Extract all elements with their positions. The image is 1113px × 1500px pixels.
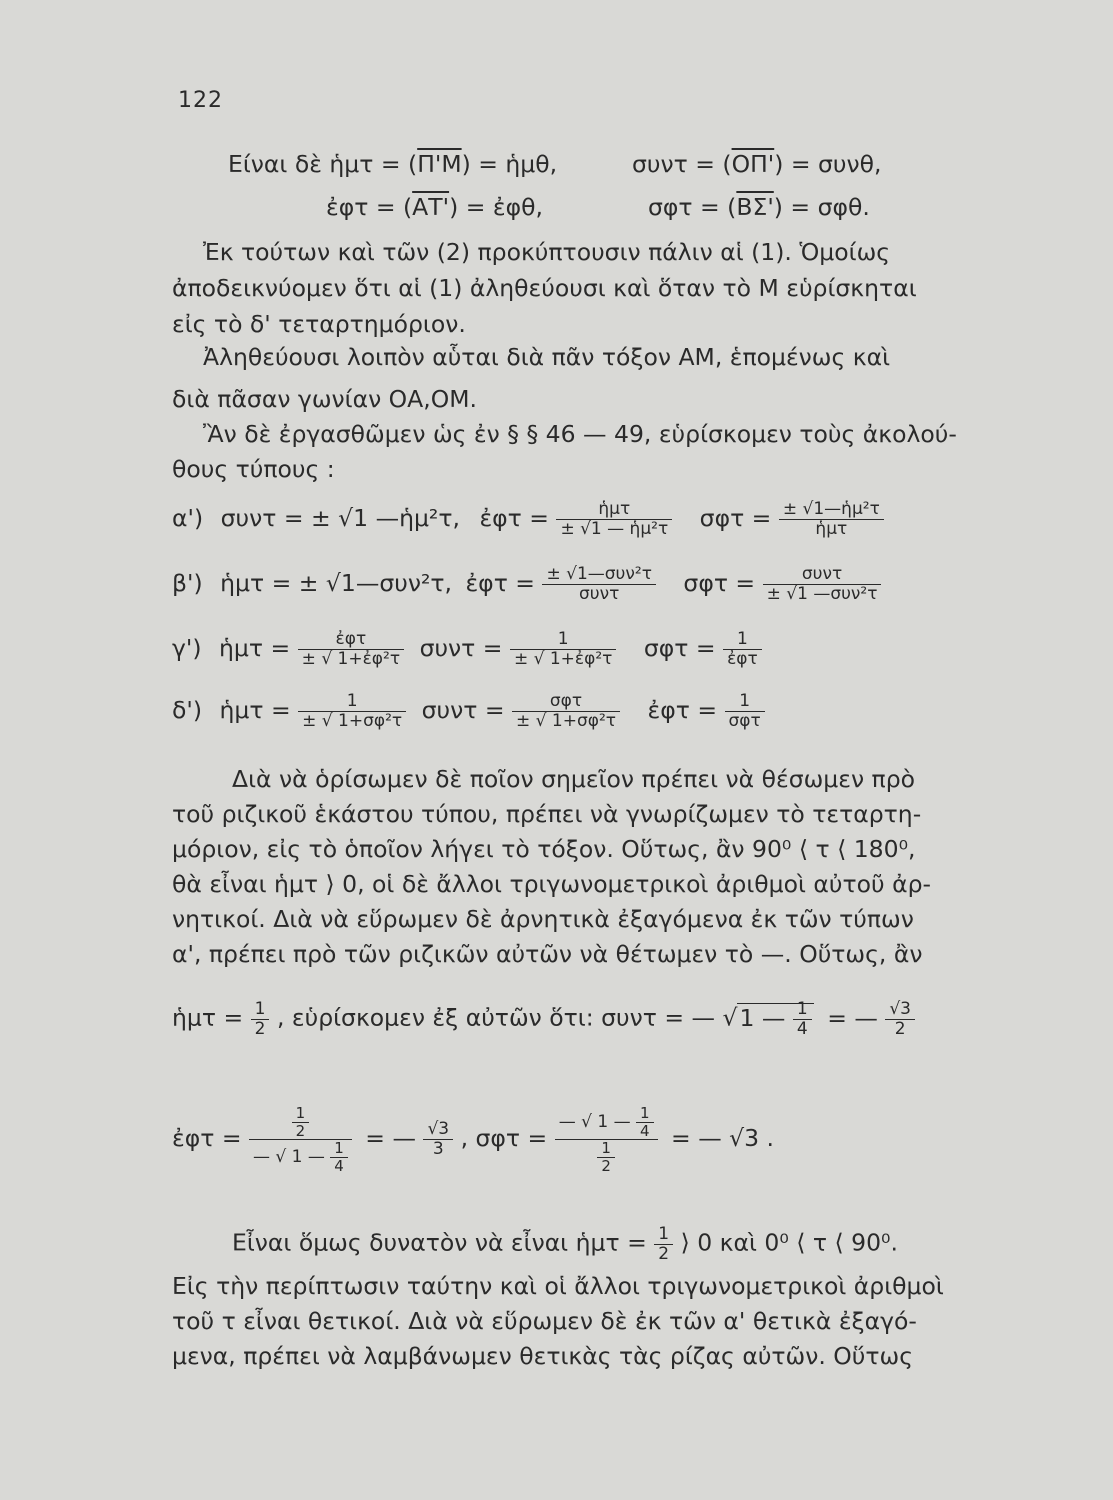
formula-beta: β') ἡμτ = ± √1—συν²τ, ἐφτ = $\frac{\text{± √1—συν²τ}}{\text{συντ}}$ σφτ = $\frac{\text{συντ}}{\text{± √1 —συν²τ}}$ [172,565,881,603]
paragraph-4-line-5: νητικοί. Διὰ νὰ εὕρωμεν δὲ ἀρνητικὰ ἐξαγόμενα ἐκ τῶν τύπων [172,905,914,933]
paragraph-3-line-2: θους τύπους : [172,455,335,483]
paragraph-4-line-2: τοῦ ριζικοῦ ἑκάστου τύπου, πρέπει νὰ γνωρίζωμεν τὸ τεταρτη- [172,800,922,828]
formula-delta: δ') ἡμτ = $\frac{1}{\text{± √ 1+σφ²τ}}$ συντ = $\frac{\text{σφτ}}{\text{± √ 1+σφ²τ}}$ ἐφτ = $\frac{1}{\text{σφτ}}$ [172,692,765,730]
paragraph-1-line-2: ἀποδεικνύομεν ὅτι αἱ (1) ἀληθεύουσι καὶ ὅταν τὸ Μ εὑρίσκηται [172,274,917,302]
paragraph-3-line-1: Ἂν δὲ ἐργασθῶμεν ὡς ἐν § § 46 — 49, εὑρίσκομεν τοὺς ἀκολού- [203,420,957,448]
formula-alpha: α') συντ = ± √1 —ἡμ²τ, ἐφτ = $\frac{\text{ἡμτ}}{\text{± √1 — ἡμ²τ}}$ σφτ = $\frac{\text{± √1—ἡμ²τ}}{\text{ἡμτ}}$ [172,500,884,538]
paragraph-6-line-3: μενα, πρέπει νὰ λαμβάνωμεν θετικὰς τὰς ρίζας αὐτῶν. Οὕτως [172,1342,914,1370]
paragraph-6-line-1: Εἰς τὴν περίπτωσιν ταύτην καὶ οἱ ἄλλοι τριγωνομετρικοὶ ἀριθμοὶ [172,1272,944,1300]
page-number: 122 [178,88,223,113]
paragraph-1-line-1: Ἐκ τούτων καὶ τῶν (2) προκύπτουσιν πάλιν αἱ (1). Ὁμοίως [203,238,891,266]
paragraph-4-line-4: θὰ εἶναι ἡμτ ⟩ 0, οἱ δὲ ἄλλοι τριγωνομετρικοὶ ἀριθμοὶ αὐτοῦ ἀρ- [172,870,931,898]
definition-line-1a: Είναι δὲ ἡμτ = (Π'Μ) = ἡμθ, [228,150,558,178]
paragraph-4-line-6: α', πρέπει πρὸ τῶν ριζικῶν αὐτῶν νὰ θέτωμεν τὸ —. Οὕτως, ἂν [172,940,923,968]
paragraph-5: Εἶναι ὅμως δυνατὸν νὰ εἶναι ἡμτ = $\frac{1}{2}$ ⟩ 0 καὶ 0⁰ ⟨ τ ⟨ 90⁰. [232,1224,898,1264]
paragraph-1-line-3: εἰς τὸ δ' τεταρτημόριον. [172,310,466,338]
paragraph-6-line-2: τοῦ τ εἶναι θετικοί. Διὰ νὰ εὕρωμεν δὲ ἐκ τῶν α' θετικὰ ἐξαγό- [172,1307,917,1335]
formula-gamma: γ') ἡμτ = $\frac{\text{ἐφτ}}{\text{± √ 1+ἐφ²τ}}$ συντ = $\frac{1}{\text{± √ 1+ἐφ²τ}}$ σφτ = $\frac{1}{\text{ἐφτ}}$ [172,630,762,668]
example-tan-cot: ἐφτ = $\frac{1}{2}$ — √ 1 — $\frac{1}{4}$ = — $\frac{√3}{3}$ , σφτ = — √ 1 — $\frac{1}{4}$ $\frac{1}{2}$ = — √3 . [172,1104,775,1175]
paragraph-4-line-1: Διὰ νὰ ὁρίσωμεν δὲ ποῖον σημεῖον πρέπει νὰ θέσωμεν πρὸ [232,765,915,793]
definition-line-2b: σφτ = (ΒΣ') = σφθ. [648,193,870,221]
example-cos: ἡμτ = $\frac{1}{2}$ , εὑρίσκομεν ἐξ αὐτῶν ὅτι: συντ = — √1 — $\frac{1}{4}$ = — $\frac{√3}{2}$ [172,1000,915,1038]
definition-line-2a: ἐφτ = (ΑΤ') = ἐφθ, [326,193,543,221]
paragraph-4-line-3: μόριον, εἰς τὸ ὁποῖον λήγει τὸ τόξον. Οὕτως, ἂν 90⁰ ⟨ τ ⟨ 180⁰, [172,835,916,863]
paragraph-2-line-1: Ἀληθεύουσι λοιπὸν αὗται διὰ πᾶν τόξον ΑΜ, ἑπομένως καὶ [203,343,891,371]
paragraph-2-line-2: διὰ πᾶσαν γωνίαν ΟΑ,ΟΜ. [172,385,477,413]
definition-line-1b: συντ = (ΟΠ') = συνθ, [632,150,882,178]
